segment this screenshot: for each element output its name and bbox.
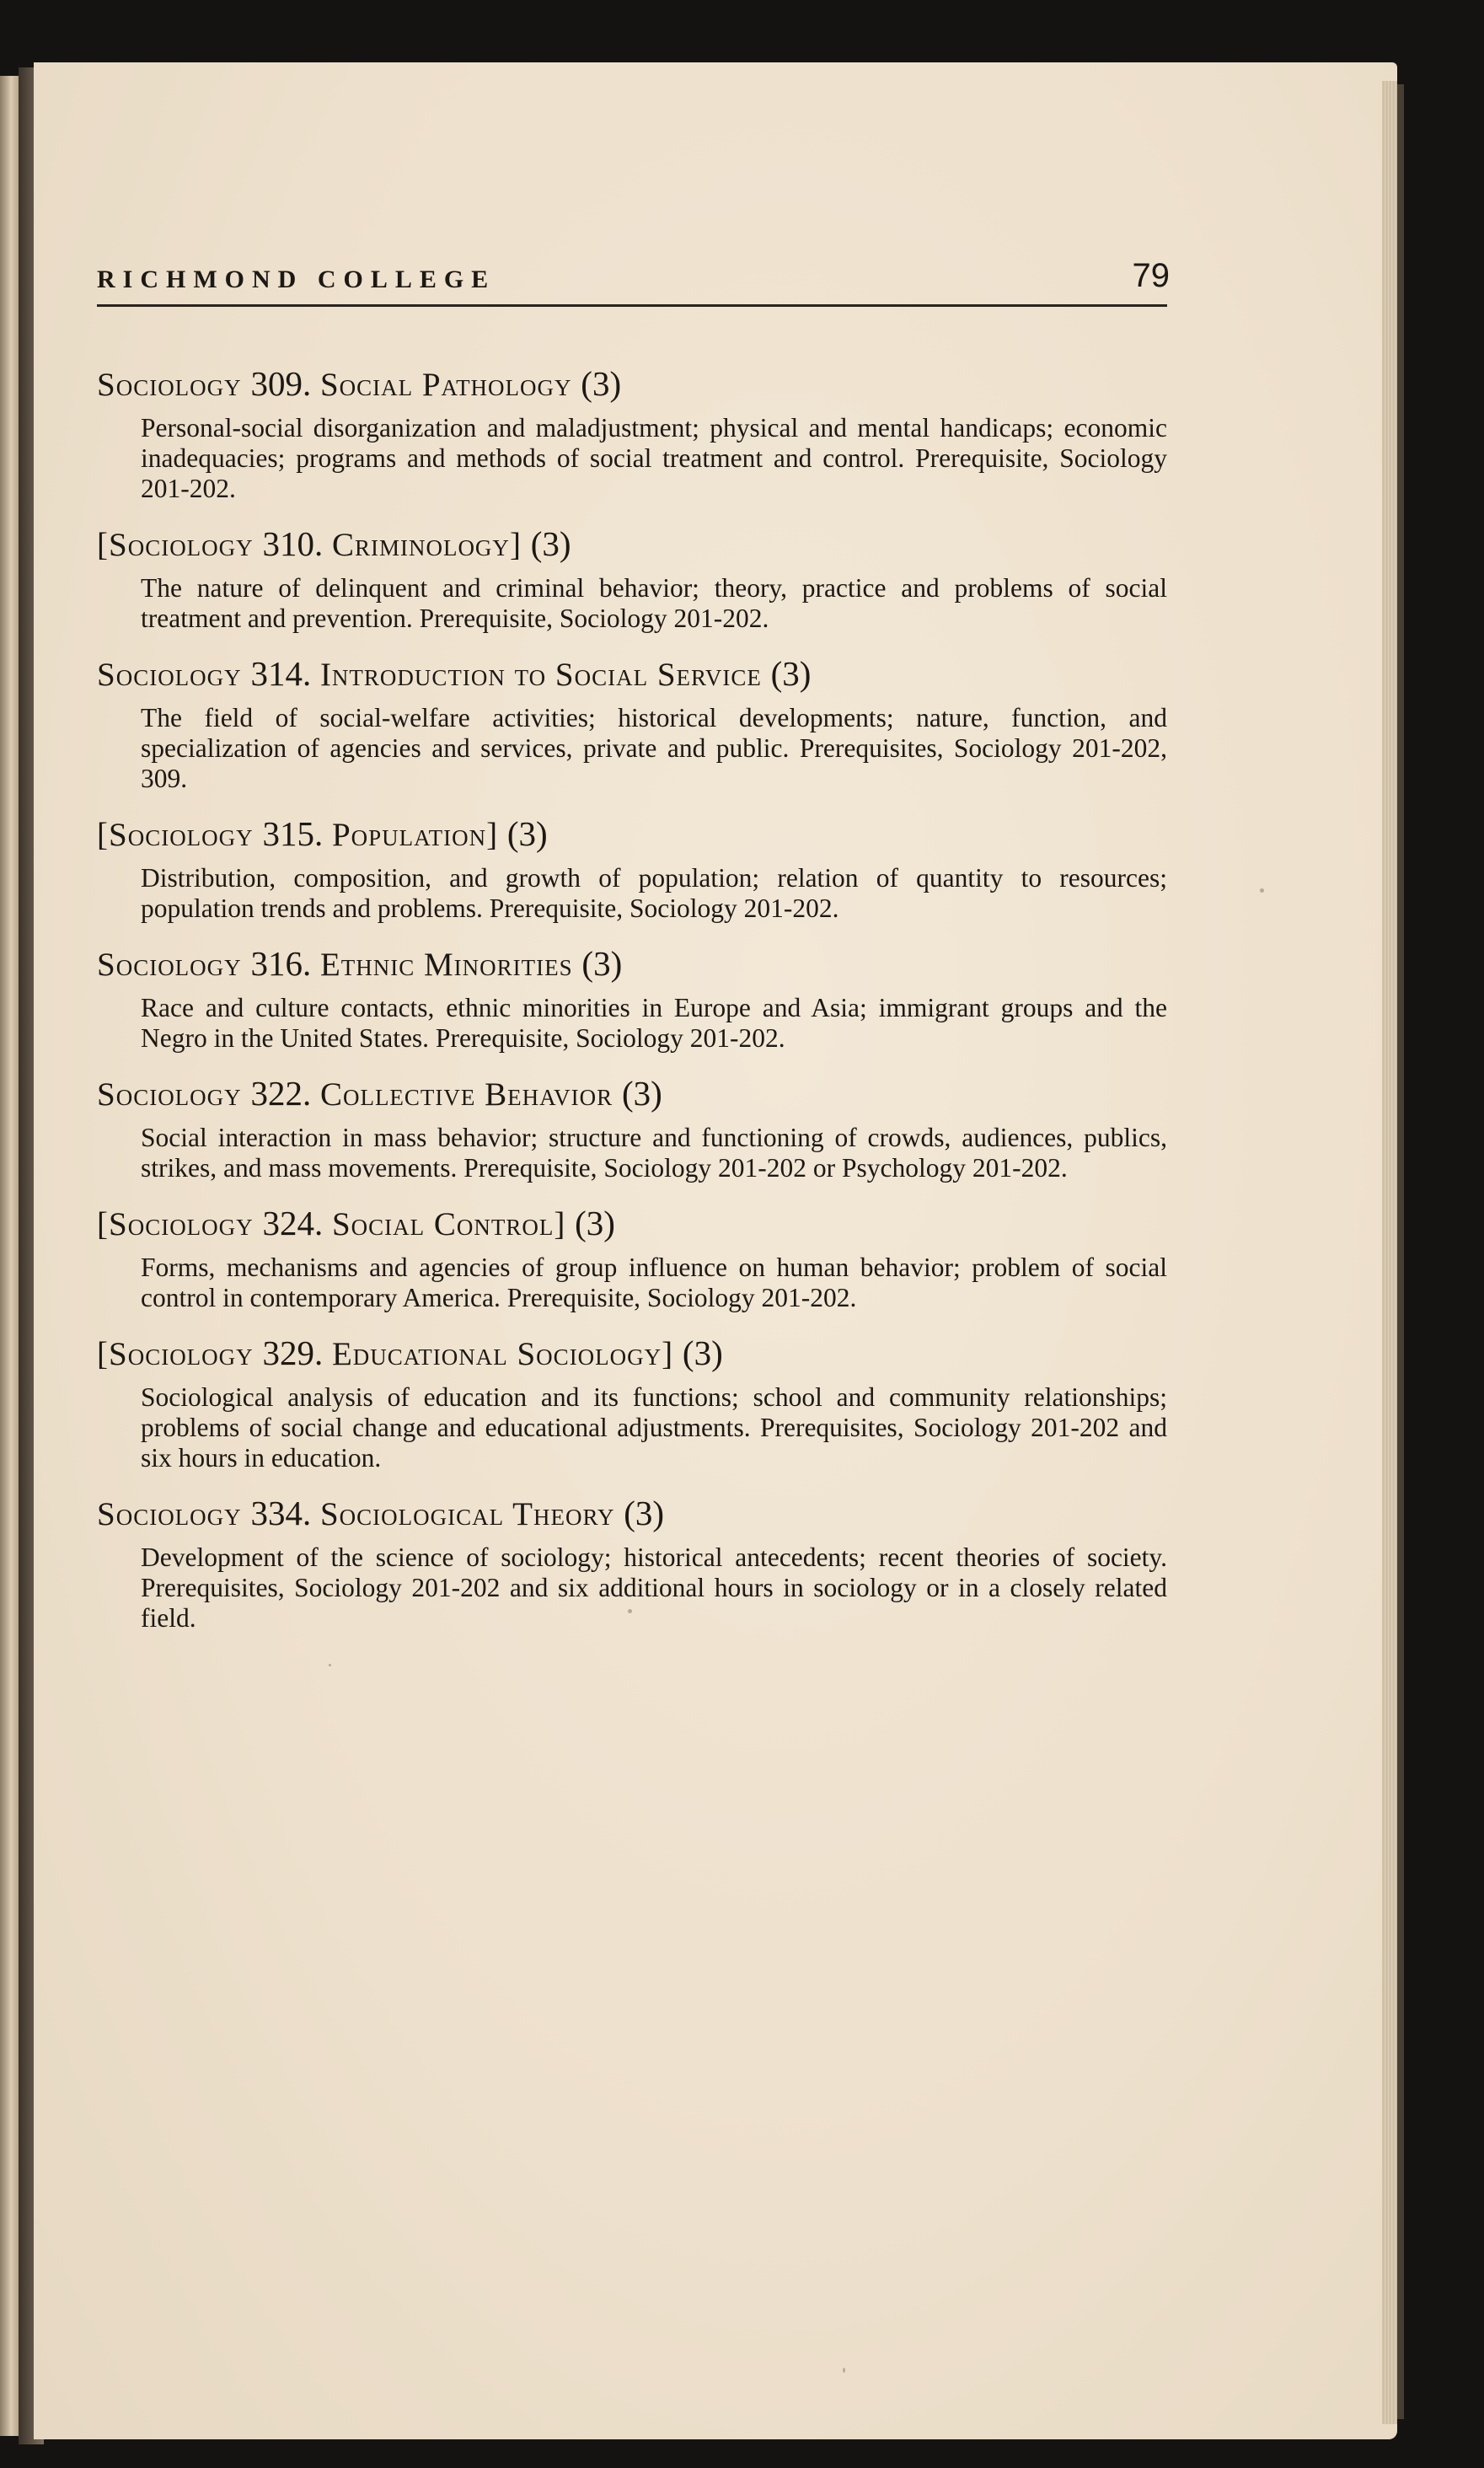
course-title: Social Pathology [319,367,572,403]
bracket-close: ] [486,817,499,853]
course-dept: Sociology [109,527,254,563]
course-credits: (3) [770,654,812,693]
course-entry [97,1332,1167,1473]
course-description: Distribution, composition, and growth of population; relation of quantity to resources; population trends and problems. Prerequisite, Sociology 201-202. [141,863,1167,923]
course-title: Criminology [331,527,510,563]
bracket-close: ] [509,527,522,563]
course-dept: Sociology [109,1336,254,1372]
course-entry [97,942,1167,1054]
course-entry [97,362,1167,504]
course-entry [97,1492,1167,1634]
course-heading [97,813,1167,856]
course-description: Personal-social disorganization and maladjustment; physical and mental handicaps; economic inadequacies; programs and methods of social treatment and control. Prerequisite, Sociology 201-202. [141,413,1167,503]
course-credits: (3) [530,524,571,563]
course-title: Social Control [331,1206,554,1242]
course-credits: (3) [506,814,548,853]
course-dept: Sociology [97,947,242,983]
course-description: Development of the science of sociology; historical antecedents; recent theories of society. Prerequisites, Sociology 201-202 and six additional hours in sociology or in a closely related field. [141,1542,1167,1633]
bracket-open: [ [97,1336,109,1372]
course-heading [97,523,1167,566]
course-number: 322. [250,1074,312,1113]
page-edge-shadow [1397,84,1404,2419]
previous-page-edge [0,76,19,2436]
course-description: Race and culture contacts, ethnic minorities in Europe and Asia; immigrant groups and the Negro in the United States. Prerequisite, Sociology 201-202. [141,993,1167,1053]
course-dept: Sociology [97,657,242,693]
course-number: 310. [262,524,324,563]
running-head-title: RICHMOND COLLEGE [97,266,496,293]
bracket-open: [ [97,527,109,563]
course-dept: Sociology [97,367,242,403]
running-head-rule [97,304,1167,307]
course-heading [97,1332,1167,1376]
course-credits: (3) [575,1204,615,1242]
course-credits: (3) [581,944,623,983]
course-title: Introduction to Social Service [319,657,762,693]
bracket-open: [ [97,817,109,853]
course-credits: (3) [621,1074,662,1113]
course-number: 314. [250,654,312,693]
bracket-close: ] [662,1336,674,1372]
course-heading [97,652,1167,696]
bracket-close: ] [554,1206,566,1242]
course-heading [97,1202,1167,1246]
course-dept: Sociology [97,1496,242,1532]
paper-speck [329,1664,331,1666]
course-description: The field of social-welfare activities; historical developments; nature, function, and specialization of agencies and services, private and public. Prerequisites, Sociology 201-202, 309. [141,703,1167,793]
course-title: Educational Sociology [331,1336,662,1372]
course-dept: Sociology [97,1076,242,1113]
course-title: Sociological Theory [319,1496,615,1532]
course-heading [97,362,1167,406]
bracket-open: [ [97,1206,109,1242]
course-title: Population [331,817,487,853]
course-description: The nature of delinquent and criminal behavior; theory, practice and problems of social treatment and prevention. Prerequisite, Sociology 201-202. [141,573,1167,633]
course-title: Ethnic Minorities [319,947,573,983]
course-title: Collective Behavior [319,1076,613,1113]
course-number: 329. [262,1333,324,1372]
course-heading [97,1492,1167,1536]
course-entry [97,1202,1167,1313]
course-number: 324. [262,1204,324,1242]
course-entry [97,813,1167,924]
course-number: 316. [250,944,312,983]
course-list [97,362,1167,1652]
course-credits: (3) [581,364,622,403]
page-number: 79 [1132,257,1170,294]
course-dept: Sociology [109,1206,254,1242]
course-credits: (3) [682,1333,723,1372]
course-description: Forms, mechanisms and agencies of group influence on human behavior; problem of social control in contemporary America. Prerequisite, Sociology 201-202. [141,1253,1167,1312]
course-heading [97,942,1167,986]
paper-speck [1260,888,1264,893]
course-entry [97,1072,1167,1183]
running-head [97,257,1170,308]
course-number: 309. [250,364,312,403]
course-dept: Sociology [109,817,254,853]
course-heading [97,1072,1167,1116]
page-edge-stack [1382,81,1397,2424]
course-entry [97,523,1167,634]
course-credits: (3) [624,1494,665,1532]
course-description: Social interaction in mass behavior; structure and functioning of crowds, audiences, publics, strikes, and mass movements. Prerequisite, Sociology 201-202 or Psychology 201-202. [141,1123,1167,1183]
course-number: 315. [262,814,324,853]
course-entry [97,652,1167,794]
course-description: Sociological analysis of education and its functions; school and community relationships; problems of social change and educational adjustments. Prerequisites, Sociology 201-202 and six hours in education. [141,1382,1167,1473]
paper-speck [843,2368,845,2373]
course-number: 334. [250,1494,312,1532]
